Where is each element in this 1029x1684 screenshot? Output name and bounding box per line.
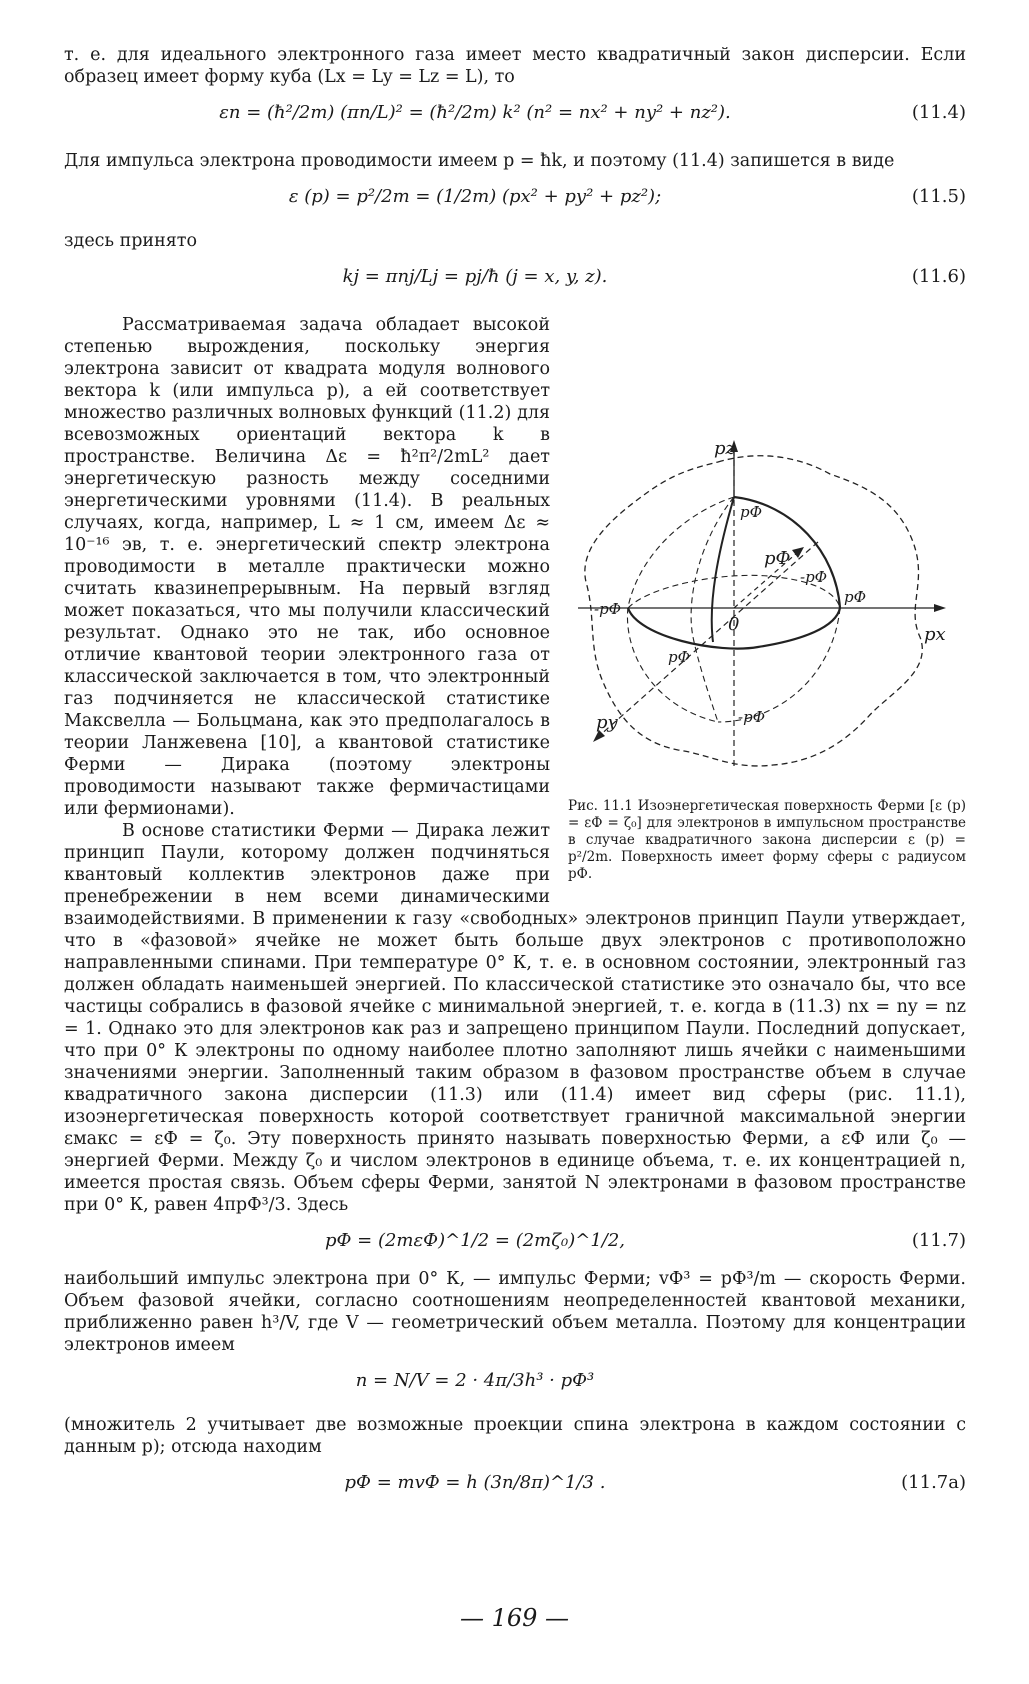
equation-body: n = N/V = 2 · 4π/3h³ · pФ³: [355, 1370, 595, 1391]
paragraph-3: здесь принято: [64, 231, 198, 251]
label-neg-pf-bottom: -pФ: [738, 708, 766, 726]
equation-body: pФ = (2mεФ)^1/2 = (2mζ₀)^1/2,: [324, 1230, 626, 1251]
text-column: [64, 44, 966, 1510]
sphere-front: [627, 497, 734, 722]
py-axis: [598, 542, 818, 737]
fermi-sphere-diagram: [568, 432, 966, 792]
paragraph-4: Рассматриваемая задача обладает высокой степенью вырождения, поскольку энергия электрона зависит от квадрата модуля волнового вектора k (или импульса p), а ей соответствует множество различных волновых функций (11.2) для всевозможных ориентаций вектора k в пространстве. Величина Δε = ħ²π²/2mL² дает энергетическую разность между соседними энергетическими уровнями (11.4). В реальных случаях, когда, например, L ≈ 1 см, имеем Δε ≈ 10⁻¹⁶ эв, т. е. энергетический спектр электрона проводимости в металле практически можно считать квазинепрерывным. На первый взгляд может показаться, что мы получили классический результат. Однако это не так, ибо основное отличие квантовой теории электронного газа от классической заключается в том, что электронный газ подчиняется не классической статистике Максвелла — Больцмана, как это предполагалось в теории Ланжевена [10], а квантовой статистике Ферми — Дирака (поэтому электроны проводимости называют также фермичастицами или фермионами).: [64, 315, 550, 819]
label-pf-right: pФ: [844, 588, 867, 606]
equation-body: kj = πnj/Lj = pj/ħ (j = x, y, z).: [342, 266, 608, 287]
page-number: — 169 —: [459, 1604, 570, 1632]
label-pz: pz: [714, 438, 736, 459]
paragraph-1: т. е. для идеального электронного газа имеет место квадратичный закон дисперсии. Если образец имеет форму куба (Lx = Ly = Lz = L), то: [64, 45, 966, 87]
paragraph-2: Для импульса электрона проводимости имеем p = ħk, и поэтому (11.4) запишется в виде: [64, 151, 895, 171]
equation-number: (11.7): [911, 1230, 966, 1251]
paragraph-7: (множитель 2 учитывает две возможные проекции спина электрона в каждом состоянии с данным p); отсюда находим: [64, 1415, 966, 1457]
figure-11-1: [568, 432, 966, 883]
label-py: py: [596, 712, 618, 733]
equation-body: pФ = mvФ = h (3n/8π)^1/3 .: [344, 1472, 606, 1493]
equation-11-6: [64, 252, 966, 304]
equation-concentration: [64, 1356, 966, 1408]
paragraph-6: наибольший импульс электрона при 0° К, — импульс Ферми; vФ³ = pФ³/m — скорость Ферми. Объем фазовой ячейки, согласно соотношениям неопределенностей квантовой механики, приближенно равен h³/V, где V — геометрический объем металла. Поэтому для концентрации электронов имеем: [64, 1269, 966, 1355]
paragraph-5: В основе статистики Ферми — Дирака лежит принцип Паули, которому должен подчиняться квантовый коллектив электронов даже при пренебрежении в нем всеми динамическими взаимодействиями. В применении к газу «свободных» электронов принцип Паули утверждает, что в «фазовой» ячейке не может быть больше двух электронов с противоположно направленными спинами. При температуре 0° К, т. е. в основном состоянии, электронный газ должен обладать наименьшей энергией. По классической статистике это означало бы, что все частицы собрались в фазовой ячейке с минимальной энергией, т. е. когда в (11.3) nx = ny = nz = 1. Однако это для электронов как раз и запрещено принципом Паули. Последний допускает, что при 0° К электроны по одному наиболее плотно заполняют лишь ячейки с наименьшими значениями энергии. Заполненный таким образом в фазовом пространстве объем в случае квадратичного закона дисперсии (11.3) или (11.4) имеет вид сферы (рис. 11.1), изоэнергетическая поверхность которой соответствует граничной максимальной энергии εмакс = εФ = ζ₀. Эту поверхность принято называть поверхностью Ферми, а εФ или ζ₀ — энергией Ферми. Между ζ₀ и числом электронов в единице объема, т. е. их концентрацией n, имеется простая связь. Объем сферы Ферми, занятой N электронами в фазовом пространстве при 0° К, равен 4πpФ³/3. Здесь: [64, 821, 966, 1215]
equation-11-7a: [64, 1458, 966, 1510]
label-neg-pf-left: -pФ: [594, 600, 622, 618]
equation-11-5: [64, 172, 966, 224]
equation-11-7: [64, 1216, 966, 1268]
label-pf-top: pФ: [740, 503, 763, 521]
figure-caption: Рис. 11.1 Изоэнергетическая поверхность Ферми [ε (p) = εФ = ζ₀] для электронов в импульсном пространстве в случае квадратичного закона дисперсии ε (p) = p²/2m. Поверхность имеет форму сферы с радиусом pФ.: [568, 798, 966, 882]
label-pf-lower: pФ: [668, 648, 691, 666]
equation-number: (11.6): [911, 266, 966, 287]
equation-body: ε (p) = p²/2m = (1/2m) (px² + py² + pz²);: [288, 186, 662, 207]
equation-body: εn = (ħ²/2m) (πn/L)² = (ħ²/2m) k² (n² = nx² + ny² + nz²).: [219, 102, 731, 123]
label-origin: 0: [728, 614, 740, 635]
equation-number: (11.4): [911, 102, 966, 123]
equation-number: (11.7a): [901, 1472, 966, 1493]
equation-number: (11.5): [911, 186, 966, 207]
equation-11-4: [64, 88, 966, 140]
label-neg-pf-inner: -pФ: [800, 568, 828, 586]
label-px: px: [924, 624, 946, 645]
label-pf-vector: pФ: [764, 548, 791, 569]
